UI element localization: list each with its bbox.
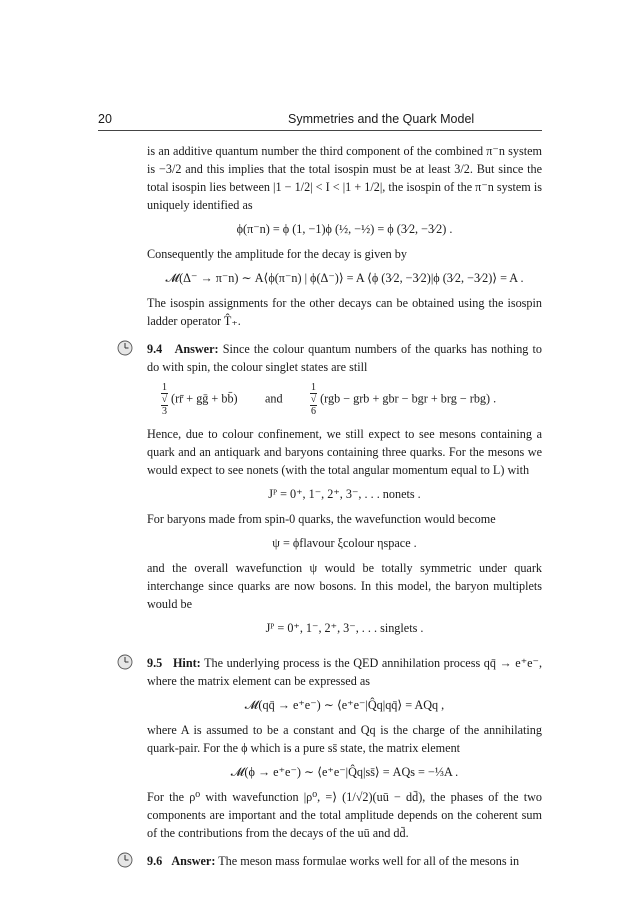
q94-paragraph-3: For baryons made from spin-0 quarks, the wavefunction would become — [147, 512, 496, 526]
running-title: Symmetries and the Quark Model — [288, 112, 475, 126]
q95-paragraph-1: 9.5 Hint: The underlying process is the QED annihilation process qq̄ → e⁺e⁻, where the matrix element can be expressed as — [147, 656, 543, 688]
q94-paragraph-1: 9.4 Answer: Since the colour quantum numbers of the quarks has nothing to do with spin, the colour singlet states are still — [147, 342, 542, 374]
equation-colour-singlets: 1 √ 3 (rr̄ + gḡ + bb̄) and 1 √ 6 (rgb − grb + gbr − bgr + brg − rbg) . — [161, 382, 497, 417]
q96-number: 9.6 — [147, 854, 163, 868]
q95-paragraph-2: where A is assumed to be a constant and Qq is the charge of the annihilating quark-pair. For the ϕ which is a pure ss̄ state, the matrix element — [147, 723, 542, 755]
page-content — [147, 142, 542, 870]
q94-paragraph-4: and the overall wavefunction ψ would be totally symmetric under quark interchange since quarks are now bosons. In this model, the baryon multiplets would be — [147, 561, 542, 611]
clock-icon — [117, 852, 133, 868]
meson-singlet: (rr̄ + gḡ + bb̄) — [171, 391, 238, 406]
q94-label: Answer: — [174, 342, 219, 356]
equation-baryon-singlets: Jᴾ = 0⁺, 1⁻, 2⁺, 3⁻, . . . singlets . — [265, 621, 424, 635]
q95-label: Hint: — [172, 656, 201, 670]
question-9-5 — [147, 654, 542, 842]
intro-paragraph-3: The isospin assignments for the other decays can be obtained using the isospin ladder operator T̂₊. — [147, 296, 542, 328]
equation-meson-nonets: Jᴾ = 0⁺, 1⁻, 2⁺, 3⁻, . . . nonets . — [268, 487, 421, 501]
equation-phi-matrix-element: 𝓜(ϕ → e⁺e⁻) ∼ ⟨e⁺e⁻|Q̂q|ss̄⟩ = AQs = −⅓A . — [230, 765, 459, 779]
intro-paragraph-1: is an additive quantum number the third component of the combined π⁻n system is −3/2 and this implies that the total isospin must be at least 3/2. But since the total isospin lies between |1 − 1/2| < I < |1 + 1/2|, the isospin of the π⁻n system is uniquely identified as — [147, 144, 542, 212]
intro-paragraph-2: Consequently the amplitude for the decay is given by — [147, 247, 407, 261]
q95-number: 9.5 — [147, 656, 163, 670]
page-number: 20 — [98, 112, 112, 126]
baryon-singlet: (rgb − grb + gbr − bgr + brg − rbg) . — [320, 391, 497, 406]
q96-label: Answer: — [171, 854, 216, 868]
question-9-4 — [147, 340, 542, 637]
clock-icon — [117, 654, 133, 670]
equation-decay-amplitude: 𝓜(Δ⁻ → π⁻n) ∼ A⟨ϕ(π⁻n) | ϕ(Δ⁻)⟩ = A ⟨ϕ (3⁄2, −3⁄2)|ϕ (3⁄2, −3⁄2)⟩ = A . — [165, 271, 524, 285]
clock-icon — [117, 340, 133, 356]
header-rule — [98, 130, 542, 131]
q96-paragraph-1: 9.6 Answer: The meson mass formulae works well for all of the mesons in — [147, 854, 520, 868]
page-header — [98, 110, 542, 130]
equation-qed-matrix-element: 𝓜(qq̄ → e⁺e⁻) ∼ ⟨e⁺e⁻|Q̂q|qq̄⟩ = AQq , — [244, 698, 445, 712]
q94-paragraph-2: Hence, due to colour confinement, we still expect to see mesons containing a quark and an antiquark and baryons containing three quarks. For the mesons we would expect to see nonets (with the total angular momentum equal to L) with — [147, 427, 542, 477]
equation-wavefunction: ψ = ϕflavour ξcolour ηspace . — [272, 536, 417, 550]
q95-paragraph-3: For the ρ⁰ with wavefunction |ρ⁰, =⟩ (1/√2)(uū − dd̄), the phases of the two components are important and the total amplitude depends on the coherent sum of the contributions from the decays of the uū and dd̄. — [147, 790, 542, 840]
q94-number: 9.4 — [147, 342, 163, 356]
and-word: and — [265, 391, 283, 406]
question-9-6 — [147, 852, 542, 870]
equation-isospin-state: ϕ(π⁻n) = ϕ (1, −1)ϕ (½, −½) = ϕ (3⁄2, −3⁄2) . — [236, 222, 453, 236]
